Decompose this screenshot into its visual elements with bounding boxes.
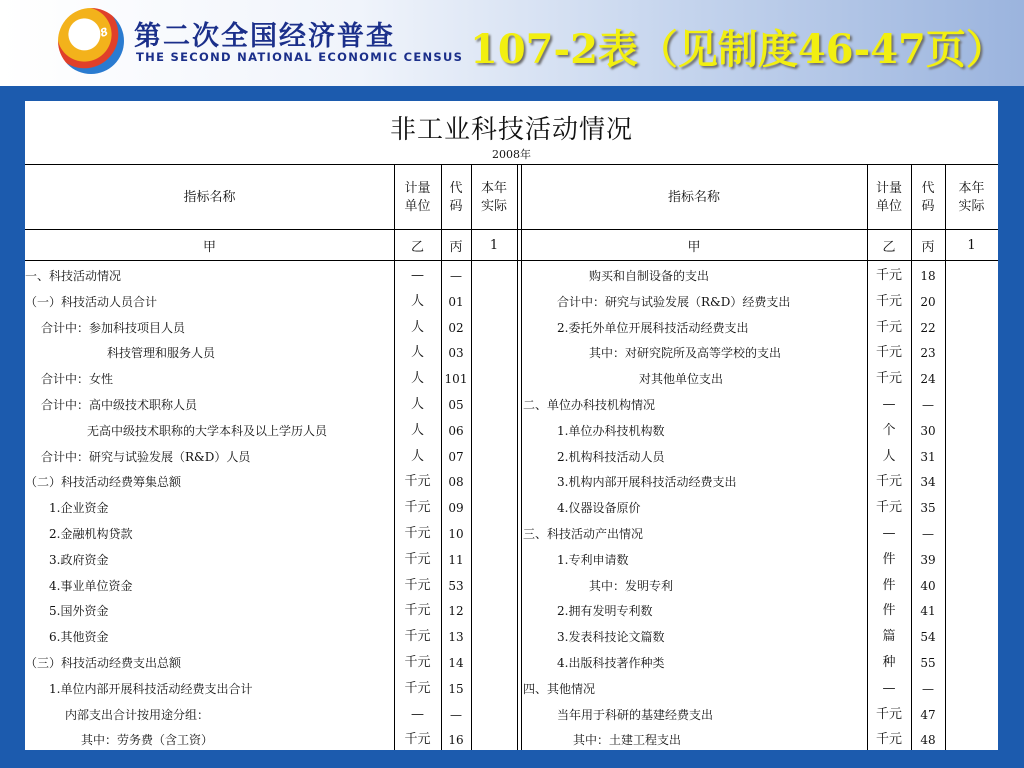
right-row-code: 48 bbox=[920, 733, 936, 748]
right-row-unit: 千元 bbox=[875, 371, 902, 387]
rule-subheader bbox=[25, 260, 998, 261]
left-row-name: （三）科技活动经费支出总额 bbox=[25, 656, 182, 670]
left-row-code: 07 bbox=[448, 449, 464, 464]
subheader-b: 乙 bbox=[882, 239, 896, 255]
left-row-name: 科技管理和服务人员 bbox=[107, 346, 216, 361]
right-row-name: 其中：对研究院所及高等学校的支出 bbox=[589, 346, 782, 361]
right-row-value bbox=[945, 315, 998, 341]
right-row-code: 18 bbox=[920, 269, 936, 283]
left-row-name: 合计中：研究与试验发展（R&D）人员 bbox=[41, 449, 251, 464]
right-row-name: 3.发表科技论文篇数 bbox=[557, 630, 665, 645]
right-row-unit: 千元 bbox=[875, 732, 902, 748]
header-code: 代码 bbox=[921, 181, 935, 214]
left-row-unit: — bbox=[411, 706, 424, 722]
left-row-unit: 人 bbox=[410, 319, 424, 335]
left-row-unit: 人 bbox=[410, 345, 424, 361]
right-row-name: 合计中：研究与试验发展（R&D）经费支出 bbox=[557, 294, 791, 309]
left-row-value bbox=[471, 289, 517, 315]
right-row-unit: 千元 bbox=[875, 319, 902, 335]
left-row-value bbox=[471, 340, 517, 366]
right-row-code: 30 bbox=[920, 423, 936, 438]
left-row-unit: 千元 bbox=[404, 526, 431, 541]
left-row-value bbox=[471, 650, 517, 676]
census-title-cn: 第二次全国经济普查 bbox=[134, 21, 395, 52]
right-row-code: 23 bbox=[920, 346, 936, 361]
right-row-value bbox=[945, 263, 998, 289]
header-unit: 计量单位 bbox=[404, 181, 431, 214]
subheader-b: 乙 bbox=[410, 239, 424, 255]
left-row-value bbox=[471, 547, 517, 573]
right-row-code: — bbox=[922, 681, 934, 696]
right-row-code: 35 bbox=[920, 501, 936, 516]
subheader-d: 1 bbox=[489, 237, 499, 253]
right-row-code: 31 bbox=[920, 449, 936, 464]
left-row-value bbox=[471, 418, 517, 444]
right-row-unit: — bbox=[882, 397, 896, 412]
left-row-unit: 人 bbox=[410, 422, 424, 438]
right-row-name: 1.单位办科技机构数 bbox=[557, 423, 665, 438]
left-row-code: 08 bbox=[448, 475, 464, 490]
left-row-unit: 千元 bbox=[404, 551, 431, 567]
right-row-value bbox=[945, 392, 998, 418]
right-row-code: 22 bbox=[920, 320, 936, 335]
right-row-unit: — bbox=[882, 680, 896, 696]
header-unit: 计量单位 bbox=[875, 181, 902, 214]
right-row-unit: 千元 bbox=[875, 293, 902, 309]
right-row-name: 3.机构内部开展科技活动经费支出 bbox=[557, 475, 737, 490]
right-row-unit: 件 bbox=[882, 551, 896, 567]
left-row-name: 2.金融机构贷款 bbox=[49, 527, 133, 541]
right-row-value bbox=[945, 573, 998, 599]
right-row-unit: 千元 bbox=[875, 474, 902, 490]
left-row-unit: 人 bbox=[410, 448, 424, 464]
left-row-value bbox=[471, 263, 517, 289]
left-row-value bbox=[471, 495, 517, 521]
right-row-value bbox=[945, 702, 998, 728]
right-row-code: 39 bbox=[920, 552, 936, 567]
left-row-unit: 人 bbox=[410, 397, 424, 412]
left-row-code: 09 bbox=[448, 501, 464, 516]
left-row-unit: 千元 bbox=[404, 577, 431, 593]
left-row-value bbox=[471, 469, 517, 495]
left-row-unit: 千元 bbox=[404, 680, 431, 696]
left-row-name: 无高中级技术职称的大学本科及以上学历人员 bbox=[87, 423, 328, 438]
left-row-unit: 人 bbox=[410, 371, 424, 387]
col-divider bbox=[517, 164, 518, 750]
right-row-name: 4.仪器设备原价 bbox=[557, 501, 641, 516]
left-row-name: 一、科技活动情况 bbox=[25, 269, 122, 283]
left-row-code: — bbox=[450, 707, 462, 722]
left-row-value bbox=[471, 727, 517, 750]
right-row-unit: 人 bbox=[882, 448, 896, 464]
right-row-value bbox=[945, 650, 998, 676]
left-row-code: 06 bbox=[448, 423, 464, 438]
left-row-unit: — bbox=[411, 268, 424, 283]
left-row-code: 14 bbox=[448, 656, 464, 670]
left-row-name: 5.国外资金 bbox=[49, 604, 109, 619]
left-row-value bbox=[471, 702, 517, 728]
left-row-name: 6.其他资金 bbox=[49, 630, 109, 645]
right-row-value bbox=[945, 469, 998, 495]
right-row-unit: 件 bbox=[882, 603, 896, 619]
right-row-name: 对其他单位支出 bbox=[639, 372, 724, 387]
right-row-name: 2.拥有发明专利数 bbox=[557, 604, 653, 619]
left-row-value bbox=[471, 676, 517, 702]
right-row-code: 55 bbox=[920, 656, 936, 670]
right-row-name: 其中：发明专利 bbox=[589, 578, 674, 593]
left-row-name: （一）科技活动人员合计 bbox=[25, 294, 158, 309]
left-row-name: 4.事业单位资金 bbox=[49, 578, 133, 593]
right-row-name: 4.出版科技著作种类 bbox=[557, 656, 665, 670]
right-row-unit: 千元 bbox=[875, 345, 902, 361]
right-row-value bbox=[945, 340, 998, 366]
right-row-name: 当年用于科研的基建经费支出 bbox=[557, 707, 714, 722]
header-actual: 本年实际 bbox=[480, 181, 507, 214]
left-row-code: 13 bbox=[448, 630, 464, 645]
left-row-name: 3.政府资金 bbox=[49, 552, 109, 567]
left-row-value bbox=[471, 392, 517, 418]
left-row-code: 12 bbox=[448, 604, 464, 619]
left-row-code: 10 bbox=[448, 527, 464, 541]
left-row-name: 合计中：高中级技术职称人员 bbox=[41, 398, 198, 412]
left-row-unit: 千元 bbox=[404, 603, 431, 619]
right-row-unit: 件 bbox=[882, 577, 896, 593]
census-header bbox=[0, 0, 1024, 86]
left-row-value bbox=[471, 521, 517, 547]
right-row-unit: 个 bbox=[882, 422, 896, 438]
right-row-value bbox=[945, 727, 998, 750]
left-row-code: — bbox=[450, 269, 462, 283]
header-indicator-name: 指标名称 bbox=[183, 190, 236, 205]
right-row-value bbox=[945, 366, 998, 392]
right-row-value bbox=[945, 521, 998, 547]
left-row-unit: 千元 bbox=[404, 655, 431, 670]
right-row-name: 2.机构科技活动人员 bbox=[557, 449, 665, 464]
logo-year: 2008 bbox=[76, 25, 110, 48]
subheader-d: 1 bbox=[967, 237, 976, 253]
report-table bbox=[25, 101, 998, 750]
rule-top bbox=[25, 164, 998, 165]
right-row-code: 34 bbox=[920, 475, 936, 490]
right-row-code: — bbox=[922, 527, 934, 541]
subheader-a: 甲 bbox=[687, 239, 701, 255]
left-row-code: 03 bbox=[448, 346, 464, 361]
right-row-name: 二、单位办科技机构情况 bbox=[523, 398, 656, 412]
left-row-unit: 千元 bbox=[404, 629, 431, 645]
right-row-code: 24 bbox=[920, 372, 936, 387]
left-row-code: 53 bbox=[448, 578, 464, 593]
table-year: 2008年 bbox=[492, 148, 531, 161]
right-row-unit: — bbox=[882, 526, 896, 541]
left-row-name: 1.单位内部开展科技活动经费支出合计 bbox=[49, 681, 253, 696]
left-row-code: 101 bbox=[444, 372, 468, 387]
header-actual: 本年实际 bbox=[958, 181, 985, 214]
right-row-value bbox=[945, 495, 998, 521]
right-row-value bbox=[945, 289, 998, 315]
right-row-code: 47 bbox=[920, 707, 936, 722]
left-row-name: 合计中：参加科技项目人员 bbox=[41, 320, 186, 335]
right-row-value bbox=[945, 547, 998, 573]
right-row-name: 2.委托外单位开展科技活动经费支出 bbox=[557, 320, 749, 335]
right-row-unit: 种 bbox=[882, 655, 896, 670]
left-row-name: 1.企业资金 bbox=[49, 501, 109, 516]
left-row-value bbox=[471, 315, 517, 341]
left-row-name: （二）科技活动经费筹集总额 bbox=[25, 475, 182, 490]
left-row-unit: 千元 bbox=[404, 500, 431, 516]
subheader-c: 丙 bbox=[449, 239, 463, 255]
right-row-name: 购买和自制设备的支出 bbox=[589, 269, 710, 283]
table-title: 非工业科技活动情况 bbox=[389, 115, 633, 145]
header-code: 代码 bbox=[449, 181, 463, 214]
right-row-unit: 千元 bbox=[875, 268, 902, 283]
right-row-code: 40 bbox=[920, 578, 936, 593]
right-row-code: 54 bbox=[920, 630, 936, 645]
right-row-name: 其中：土建工程支出 bbox=[573, 733, 682, 748]
right-row-unit: 篇 bbox=[882, 629, 896, 645]
left-row-code: 11 bbox=[448, 552, 464, 567]
left-row-value bbox=[471, 444, 517, 470]
left-row-unit: 人 bbox=[410, 293, 424, 309]
left-row-value bbox=[471, 573, 517, 599]
left-row-name: 其中：劳务费（含工资） bbox=[81, 733, 214, 748]
right-row-name: 四、其他情况 bbox=[523, 681, 596, 696]
left-row-unit: 千元 bbox=[404, 732, 431, 748]
subheader-a: 甲 bbox=[202, 239, 216, 255]
right-row-value bbox=[945, 444, 998, 470]
right-row-code: — bbox=[922, 398, 934, 412]
left-row-code: 15 bbox=[448, 681, 464, 696]
left-row-code: 02 bbox=[448, 320, 464, 335]
left-row-unit: 千元 bbox=[404, 474, 431, 490]
right-row-code: 20 bbox=[920, 294, 936, 309]
right-row-value bbox=[945, 598, 998, 624]
slide-title: 107-2表（见制度46-47页） bbox=[470, 26, 1006, 73]
left-row-value bbox=[471, 366, 517, 392]
left-row-value bbox=[471, 624, 517, 650]
header-indicator-name: 指标名称 bbox=[667, 190, 720, 205]
left-row-code: 16 bbox=[448, 733, 464, 748]
right-row-value bbox=[945, 676, 998, 702]
census-title-en: THE SECOND NATIONAL ECONOMIC CENSUS bbox=[136, 50, 464, 64]
left-row-name: 内部支出合计按用途分组： bbox=[65, 707, 210, 722]
left-row-code: 01 bbox=[448, 294, 464, 309]
right-row-unit: 千元 bbox=[875, 706, 902, 722]
left-row-value bbox=[471, 598, 517, 624]
right-row-name: 1.专利申请数 bbox=[557, 552, 629, 567]
right-row-name: 三、科技活动产出情况 bbox=[523, 527, 644, 541]
right-row-code: 41 bbox=[920, 604, 936, 619]
right-row-unit: 千元 bbox=[875, 500, 902, 516]
left-row-code: 05 bbox=[448, 398, 464, 412]
left-row-name: 合计中：女性 bbox=[41, 372, 114, 387]
right-row-value bbox=[945, 418, 998, 444]
right-row-value bbox=[945, 624, 998, 650]
subheader-c: 丙 bbox=[921, 239, 935, 255]
